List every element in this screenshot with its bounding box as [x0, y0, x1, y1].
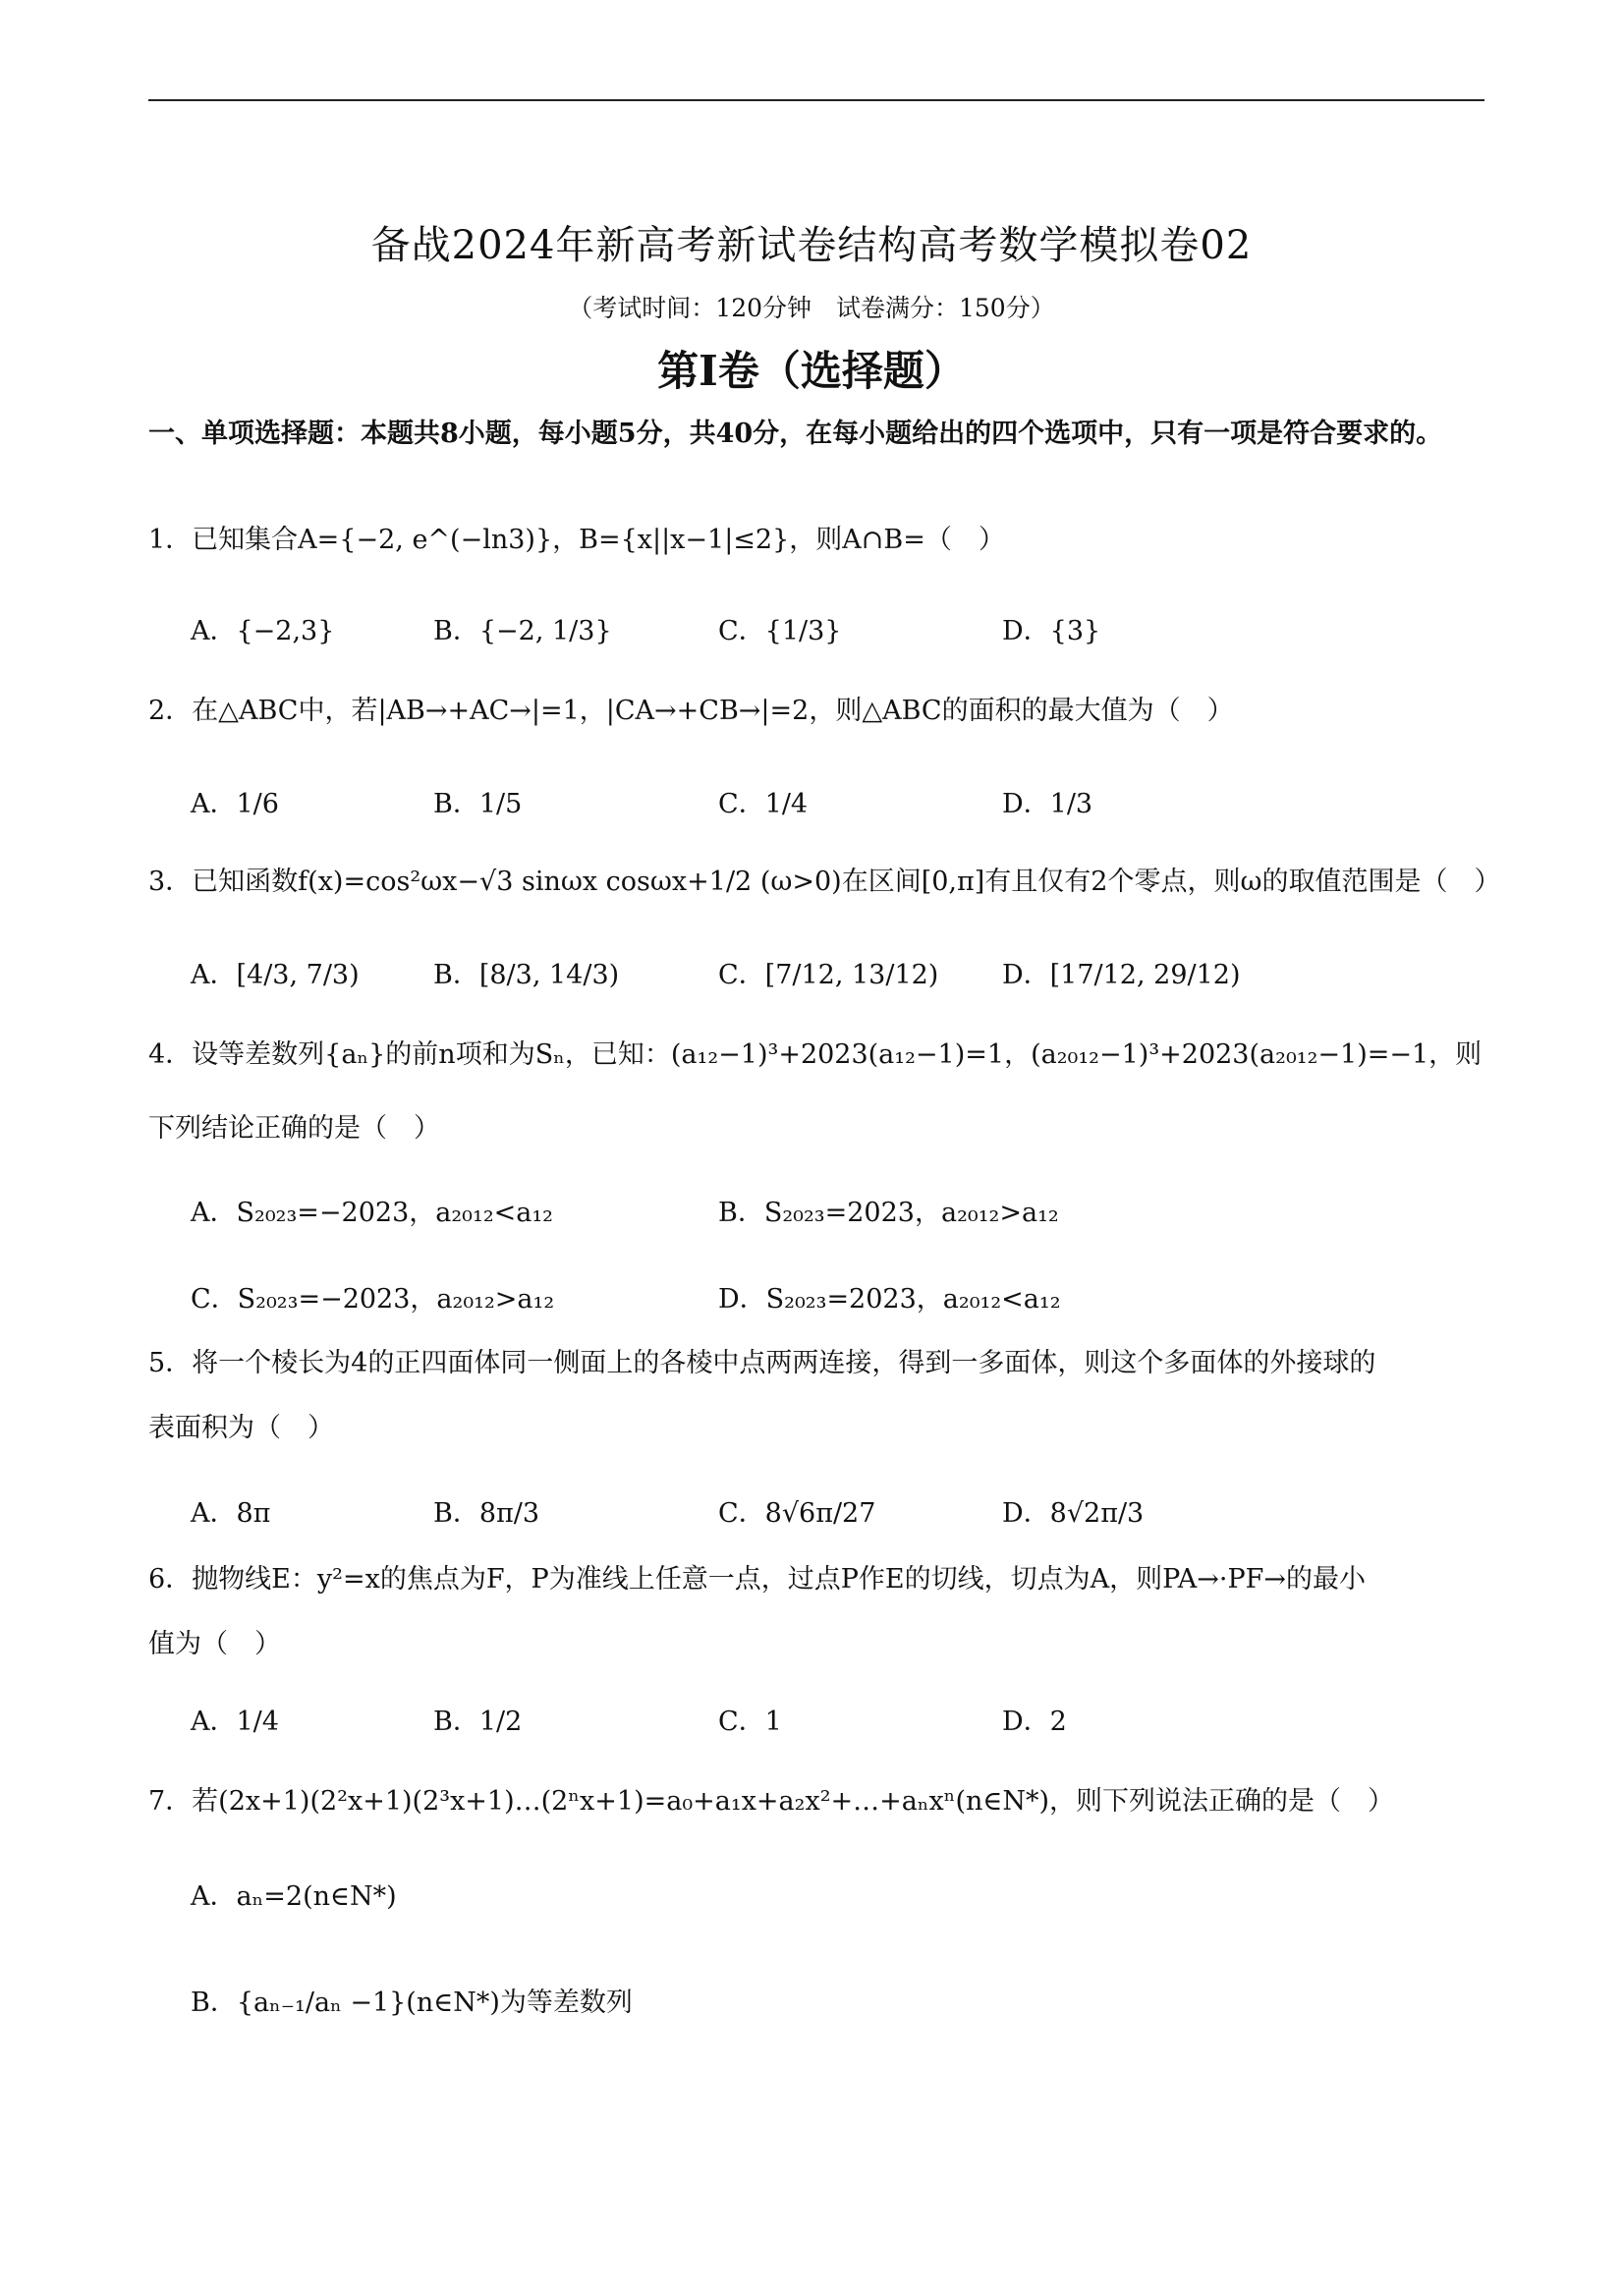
- q4-option-c: C．S₂₀₂₃=−2023，a₂₀₁₂>a₁₂: [191, 1284, 555, 1315]
- q5-option-c: C．8√6π/27: [718, 1498, 876, 1529]
- q7-option-b: B．{aₙ₋₁/aₙ −1}(n∈N*)为等差数列: [191, 1988, 633, 2018]
- section-heading: 一、单项选择题：本题共8小题，每小题5分，共40分，在每小题给出的四个选项中，只有一项是符合要求的。: [148, 419, 1443, 449]
- question-4-line-2: 下列结论正确的是（ ）: [148, 1113, 440, 1144]
- q7-option-a: A．aₙ=2(n∈N*): [191, 1881, 397, 1912]
- q3-option-d: D．[17/12, 29/12): [1002, 960, 1241, 990]
- page-title: 备战2024年新高考新试卷结构高考数学模拟卷02: [370, 223, 1253, 268]
- q5-option-b: B．8π/3: [433, 1498, 540, 1529]
- q6-option-a: A．1/4: [191, 1707, 279, 1737]
- header-rule: [148, 99, 1484, 101]
- q6-option-d: D．2: [1002, 1707, 1067, 1737]
- q3-option-a: A．[4/3, 7/3): [191, 960, 360, 990]
- question-7: 7．若(2x+1)(2²x+1)(2³x+1)…(2ⁿx+1)=a₀+a₁x+a₂x²+…+aₙxⁿ(n∈N*)，则下列说法正确的是（ ）: [148, 1786, 1395, 1817]
- part-heading: 第I卷（选择题）: [657, 347, 966, 395]
- q6-option-c: C．1: [718, 1707, 782, 1737]
- q3-option-c: C．[7/12, 13/12): [718, 960, 939, 990]
- q4-option-d: D．S₂₀₂₃=2023，a₂₀₁₂<a₁₂: [718, 1284, 1061, 1315]
- q4-option-a: A．S₂₀₂₃=−2023，a₂₀₁₂<a₁₂: [191, 1198, 554, 1228]
- q5-option-a: A．8π: [191, 1498, 271, 1529]
- q1-option-b: B．{−2, 1/3}: [433, 616, 612, 646]
- question-6-line-2: 值为（ ）: [148, 1629, 281, 1659]
- question-2: 2．在△ABC中，若|AB→+AC→|=1，|CA→+CB→|=2，则△ABC的面积的最大值为（ ）: [148, 696, 1234, 726]
- q2-option-c: C．1/4: [718, 789, 809, 819]
- q2-option-d: D．1/3: [1002, 789, 1093, 819]
- q3-option-b: B．[8/3, 14/3): [433, 960, 620, 990]
- q1-option-a: A．{−2,3}: [191, 616, 335, 646]
- q2-option-a: A．1/6: [191, 789, 279, 819]
- question-5: 5．将一个棱长为4的正四面体同一侧面上的各棱中点两两连接，得到一多面体，则这个多面体的外接球的: [148, 1348, 1376, 1378]
- exam-info: （考试时间：120分钟 试卷满分：150分）: [568, 294, 1055, 322]
- question-1: 1．已知集合A={−2, e^(−ln3)}，B={x||x−1|≤2}，则A∩B=（ ）: [148, 525, 1005, 555]
- question-5-line-2: 表面积为（ ）: [148, 1413, 334, 1443]
- question-6: 6．抛物线E：y²=x的焦点为F，P为准线上任意一点，过点P作E的切线，切点为A，则PA→·PF→的最小: [148, 1564, 1367, 1595]
- q2-option-b: B．1/5: [433, 789, 523, 819]
- q6-option-b: B．1/2: [433, 1707, 523, 1737]
- q1-option-d: D．{3}: [1002, 616, 1101, 646]
- question-3: 3．已知函数f(x)=cos²ωx−√3 sinωx cosωx+1/2 (ω>0)在区间[0,π]有且仅有2个零点，则ω的取值范围是（ ）: [148, 867, 1501, 897]
- question-4: 4．设等差数列{aₙ}的前n项和为Sₙ，已知：(a₁₂−1)³+2023(a₁₂−1)=1，(a₂₀₁₂−1)³+2023(a₂₀₁₂−1)=−1，则: [148, 1039, 1483, 1070]
- q1-option-c: C．{1/3}: [718, 616, 842, 646]
- q5-option-d: D．8√2π/3: [1002, 1498, 1145, 1529]
- q4-option-b: B．S₂₀₂₃=2023，a₂₀₁₂>a₁₂: [718, 1198, 1059, 1228]
